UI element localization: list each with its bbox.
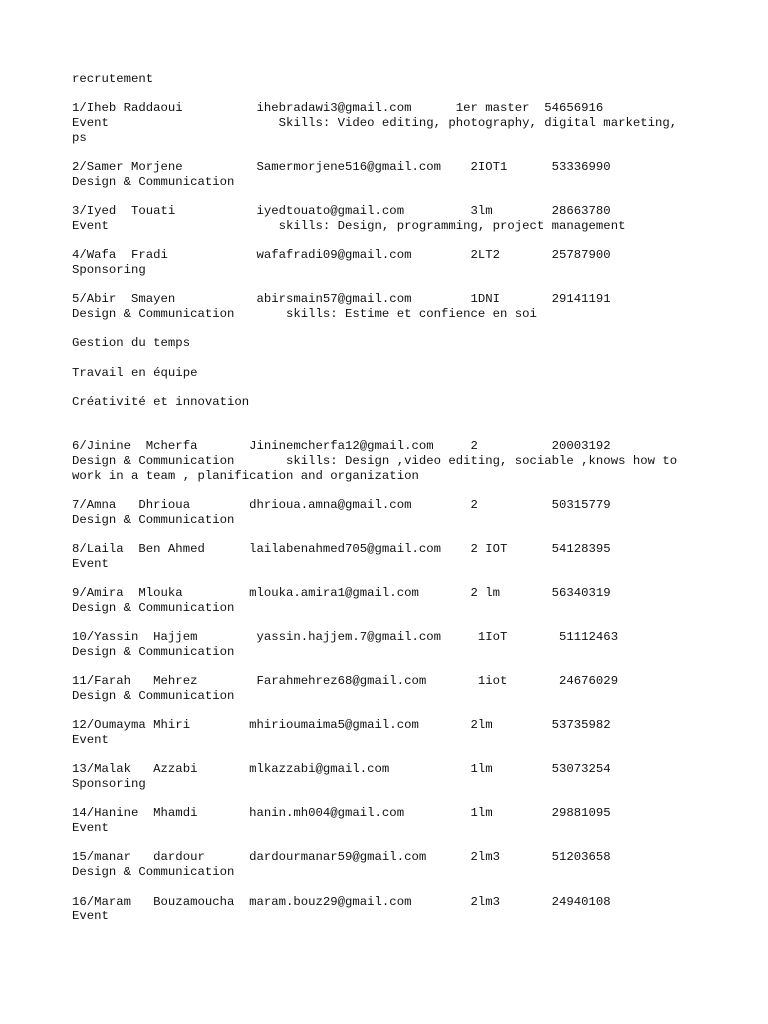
candidate-entry	[72, 762, 732, 791]
spacer	[72, 836, 732, 851]
candidate-entry	[72, 160, 732, 189]
entry-line: 7/Amna Dhrioua dhrioua.amna@gmail.com 2 50315779	[72, 497, 611, 512]
entry-line: 9/Amira Mlouka mlouka.amira1@gmail.com 2 lm 56340319	[72, 586, 611, 601]
spacer	[72, 704, 732, 719]
skill-line: Travail en équipe	[72, 365, 198, 380]
entry-line: 6/Jinine Mcherfa Jininemcherfa12@gmail.com 2 20003192	[72, 439, 611, 454]
spacer	[72, 234, 732, 249]
entry-line: 12/Oumayma Mhiri mhirioumaima5@gmail.com 2lm 53735982	[72, 718, 611, 733]
entry-line: Design & Communication skills: Estime et confience en soi	[72, 307, 537, 321]
entry-line: Event	[72, 909, 109, 924]
candidate-entry	[72, 718, 732, 747]
document-body	[72, 72, 732, 924]
candidate-entry	[72, 674, 732, 703]
entry-line: Event	[72, 821, 109, 836]
entry-line: Design & Communication	[72, 600, 235, 615]
spacer	[72, 660, 732, 675]
candidate-entry	[72, 630, 732, 659]
entry-line: 14/Hanine Mhamdi hanin.mh004@gmail.com 1lm 29881095	[72, 806, 611, 821]
spacer	[72, 615, 732, 630]
entry-line: Event skills: Design, programming, project management	[72, 218, 626, 233]
entry-line: 16/Maram Bouzamoucha maram.bouz29@gmail.com 2lm3 24940108	[72, 894, 611, 909]
candidate-entry	[72, 806, 732, 835]
entry-line: Event	[72, 556, 109, 571]
entry-line: Design & Communication	[72, 644, 235, 659]
candidate-entry	[72, 895, 732, 924]
entry-line: 5/Abir Smayen abirsmain57@gmail.com 1DNI 29141191	[72, 292, 611, 307]
candidate-entry	[72, 439, 732, 483]
entry-line: Event Skills: Video editing, photography, digital marketing,	[72, 116, 678, 131]
spacer	[72, 483, 732, 498]
candidate-entry	[72, 101, 732, 145]
entry-line: work in a team , planification and organization	[72, 468, 419, 483]
spacer	[72, 190, 732, 205]
spacer	[72, 380, 732, 395]
entry-line: Design & Communication	[72, 174, 235, 189]
entry-line: 10/Yassin Hajjem yassin.hajjem.7@gmail.com 1IoT 51112463	[72, 630, 619, 645]
entry-line: Design & Communication	[72, 512, 235, 527]
candidate-entry	[72, 248, 732, 277]
entry-line: ps	[72, 130, 87, 145]
entry-line: Event	[72, 732, 109, 747]
spacer	[72, 792, 732, 807]
candidate-entry	[72, 204, 732, 233]
spacer	[72, 410, 732, 425]
entry-line: Design & Communication	[72, 865, 235, 880]
entry-line: 3/Iyed Touati iyedtouato@gmail.com 3lm 28663780	[72, 204, 611, 219]
entry-line: Design & Communication skills: Design ,video editing, sociable ,knows how to	[72, 453, 678, 468]
spacer	[72, 87, 732, 102]
entry-line: 11/Farah Mehrez Farahmehrez68@gmail.com 1iot 24676029	[72, 674, 619, 689]
skill-line: Créativité et innovation	[72, 395, 250, 410]
spacer	[72, 322, 732, 337]
skill-line: Gestion du temps	[72, 336, 191, 351]
entry-line: 4/Wafa Fradi wafafradi09@gmail.com 2LT2 25787900	[72, 248, 611, 263]
entry-line: 13/Malak Azzabi mlkazzabi@gmail.com 1lm 53073254	[72, 762, 611, 777]
candidate-entry	[72, 498, 732, 527]
entry-line: 1/Iheb Raddaoui ihebradawi3@gmail.com 1er master 54656916	[72, 101, 604, 116]
entry-line: Sponsoring	[72, 262, 146, 277]
candidate-entry	[72, 586, 732, 615]
candidate-entry	[72, 542, 732, 571]
page-title: recrutement	[72, 72, 154, 86]
entry-line: Sponsoring	[72, 777, 146, 791]
spacer	[72, 571, 732, 586]
entry-line: Design & Communication	[72, 688, 235, 703]
spacer	[72, 527, 732, 542]
candidate-entry	[72, 292, 732, 321]
entry-line: 15/manar dardour dardourmanar59@gmail.com 2lm3 51203658	[72, 850, 611, 865]
spacer	[72, 425, 732, 440]
spacer	[72, 145, 732, 160]
spacer	[72, 278, 732, 293]
spacer	[72, 748, 732, 763]
spacer	[72, 880, 732, 895]
entry-line: 8/Laila Ben Ahmed lailabenahmed705@gmail.com 2 IOT 54128395	[72, 542, 611, 556]
spacer	[72, 351, 732, 366]
candidate-entry	[72, 850, 732, 879]
entry-line: 2/Samer Morjene Samermorjene516@gmail.com 2IOT1 53336990	[72, 160, 611, 175]
